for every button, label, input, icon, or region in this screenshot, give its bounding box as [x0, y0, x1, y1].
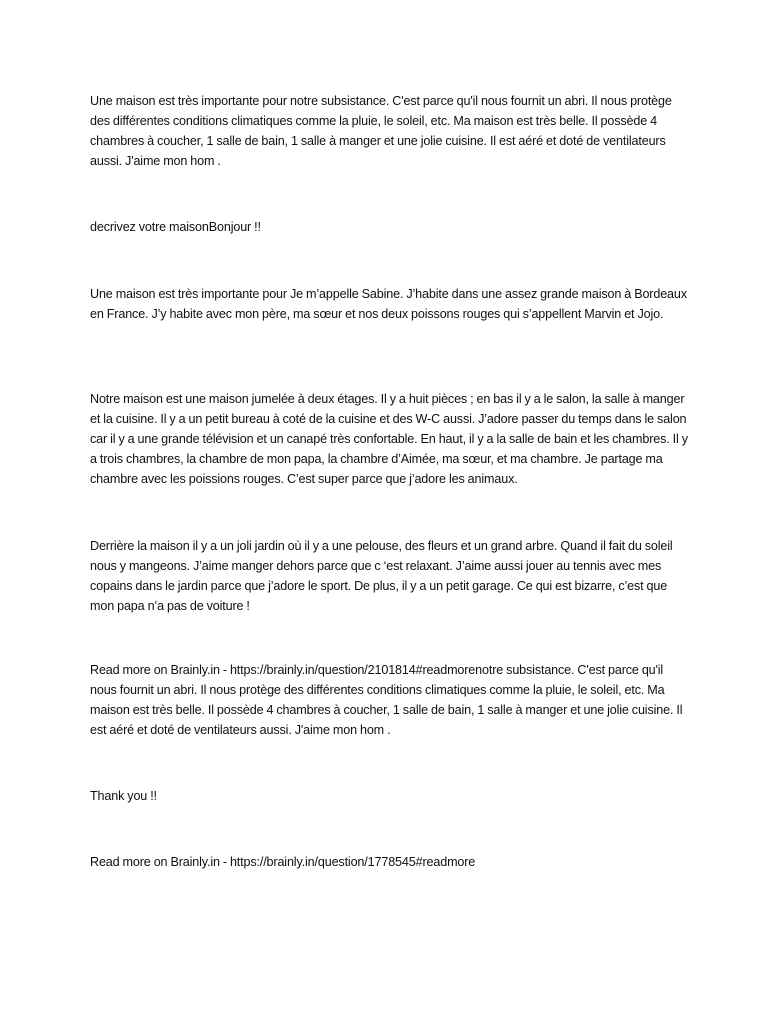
paragraph-house-importance: Une maison est très importante pour notre subsistance. C'est parce qu'il nous fournit un abri. Il nous protège des différentes conditions climatiques comme la pluie, le soleil, etc. Ma maison est très belle. Il possède 4 chambres à coucher, 1 salle de bain, 1 salle à manger et une jolie cuisine. Il est aéré et doté de ventilateurs aussi. J'aime mon hom . [90, 94, 672, 168]
paragraph-garden: Derrière la maison il y a un joli jardin où il y a une pelouse, des fleurs et un grand arbre. Quand il fait du soleil nous y mangeons. J’aime manger dehors parce que c ‘est relaxant. J’aime aussi jouer au tennis avec mes copains dans le jardin parce que j’adore le sport. De plus, il y a un petit garage. Ce qui est bizarre, c’est que mon papa n’a pas de voiture ! [90, 539, 673, 613]
paragraph-read-more-1: Read more on Brainly.in - https://brainly.in/question/2101814#readmorenotre subsistance. C'est parce qu'il nous fournit un abri. Il nous protège des différentes conditions climatiques comme la pluie, le soleil, etc. Ma maison est très belle. Il possède 4 chambres à coucher, 1 salle de bain, 1 salle à manger et une jolie cuisine. Il est aéré et doté de ventilateurs aussi. J'aime mon hom . [90, 663, 683, 737]
paragraph-introduction: Une maison est très importante pour Je m’appelle Sabine. J’habite dans une assez grande maison à Bordeaux en France. J’y habite avec mon père, ma sœur et nos deux poissons rouges qui s’appellent Marvin et Jojo. [90, 287, 687, 321]
paragraph-read-more-2: Read more on Brainly.in - https://brainly.in/question/1778545#readmore [90, 855, 476, 869]
paragraph-house-description: Notre maison est une maison jumelée à deux étages. Il y a huit pièces ; en bas il y a le salon, la salle à manger et la cuisine. Il y a un petit bureau à coté de la cuisine et des W-C aussi. J’adore passer du temps dans le salon car il y a une grande télévision et un canapé très confortable. En haut, il y a la salle de bain et les chambres. Il y a trois chambres, la chambre de mon papa, la chambre d’Aimée, ma sœur, et ma chambre. Je partage ma chambre avec les poissions rouges. C’est super parce que j’adore les animaux. [90, 392, 688, 486]
paragraph-thanks: Thank you !! [90, 789, 157, 803]
paragraph-prompt: decrivez votre maisonBonjour !! [90, 220, 261, 234]
